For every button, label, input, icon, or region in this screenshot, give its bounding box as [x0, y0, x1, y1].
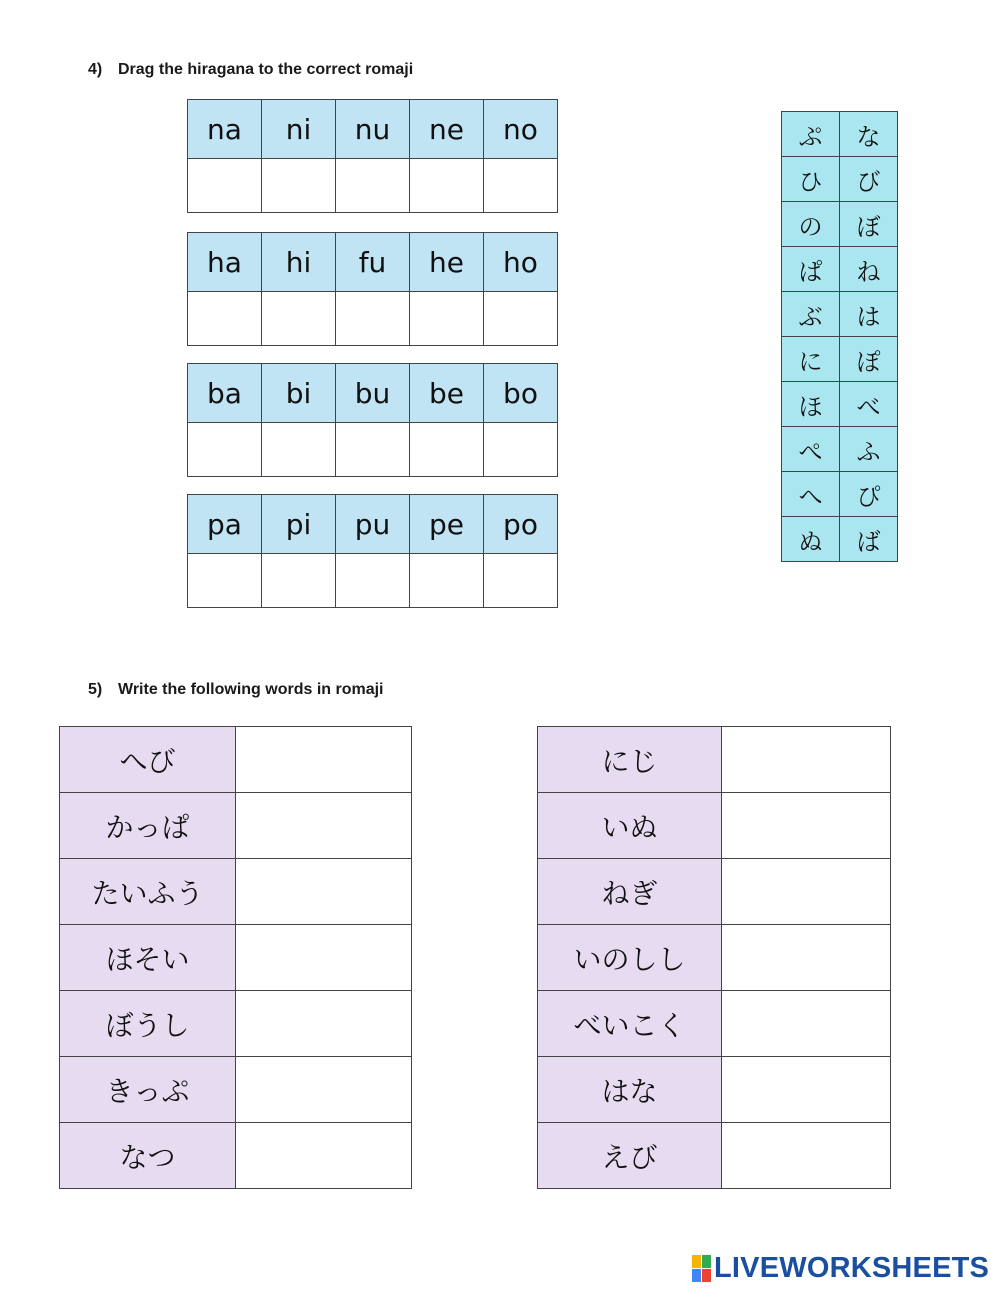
logo-square: [692, 1255, 701, 1268]
drop-slot[interactable]: [336, 554, 410, 608]
hiragana-bank: [781, 111, 898, 562]
hiragana-tile[interactable]: は: [840, 292, 898, 337]
drop-slot[interactable]: [336, 423, 410, 477]
drop-slot[interactable]: [336, 292, 410, 346]
romaji-answer-input[interactable]: [722, 925, 891, 991]
drop-slot[interactable]: [410, 292, 484, 346]
hiragana-word: たいふう: [60, 859, 236, 925]
drop-slot[interactable]: [484, 554, 558, 608]
question-4-instruction: Drag the hiragana to the correct romaji: [118, 61, 414, 78]
hiragana-word: いのしし: [538, 925, 722, 991]
romaji-table-n: [187, 99, 558, 213]
hiragana-tile[interactable]: へ: [782, 472, 840, 517]
romaji-cell: fu: [336, 233, 410, 292]
hiragana-tile[interactable]: ぶ: [782, 292, 840, 337]
question-4-number: 4): [88, 61, 103, 78]
drop-slot[interactable]: [262, 423, 336, 477]
romaji-cell: na: [188, 100, 262, 159]
romaji-cell: ne: [410, 100, 484, 159]
drop-slot[interactable]: [410, 423, 484, 477]
hiragana-tile[interactable]: ほ: [782, 382, 840, 427]
hiragana-tile[interactable]: ね: [840, 247, 898, 292]
romaji-answer-input[interactable]: [722, 991, 891, 1057]
hiragana-word: にじ: [538, 727, 722, 793]
romaji-answer-input[interactable]: [722, 1123, 891, 1189]
romaji-cell: ni: [262, 100, 336, 159]
hiragana-tile[interactable]: ぺ: [782, 427, 840, 472]
romaji-cell: no: [484, 100, 558, 159]
hiragana-tile[interactable]: ふ: [840, 427, 898, 472]
question-4-title: [88, 61, 413, 79]
drop-slot[interactable]: [262, 554, 336, 608]
hiragana-tile[interactable]: ぴ: [840, 472, 898, 517]
hiragana-word: ほそい: [60, 925, 236, 991]
word-table-left: [59, 726, 412, 1189]
romaji-answer-input[interactable]: [722, 859, 891, 925]
romaji-cell: hi: [262, 233, 336, 292]
romaji-cell: pe: [410, 495, 484, 554]
hiragana-tile[interactable]: ぷ: [782, 112, 840, 157]
drop-slot[interactable]: [188, 423, 262, 477]
hiragana-word: きっぷ: [60, 1057, 236, 1123]
logo-square: [692, 1269, 701, 1282]
hiragana-tile[interactable]: ぽ: [840, 337, 898, 382]
liveworksheets-logo[interactable]: [692, 1253, 989, 1283]
hiragana-tile[interactable]: ば: [840, 517, 898, 562]
hiragana-word: べいこく: [538, 991, 722, 1057]
hiragana-word: ぼうし: [60, 991, 236, 1057]
romaji-answer-input[interactable]: [236, 1057, 412, 1123]
hiragana-tile[interactable]: ぱ: [782, 247, 840, 292]
question-5-number: 5): [88, 681, 103, 698]
romaji-cell: pu: [336, 495, 410, 554]
romaji-cell: be: [410, 364, 484, 423]
hiragana-word: ねぎ: [538, 859, 722, 925]
romaji-cell: ho: [484, 233, 558, 292]
hiragana-tile[interactable]: べ: [840, 382, 898, 427]
drop-slot[interactable]: [484, 423, 558, 477]
romaji-cell: bi: [262, 364, 336, 423]
drop-slot[interactable]: [410, 159, 484, 213]
hiragana-tile[interactable]: ぼ: [840, 202, 898, 247]
drop-slot[interactable]: [188, 554, 262, 608]
logo-square: [702, 1255, 711, 1268]
romaji-answer-input[interactable]: [722, 727, 891, 793]
liveworksheets-logo-icon: [692, 1255, 710, 1281]
hiragana-tile[interactable]: に: [782, 337, 840, 382]
romaji-cell: bo: [484, 364, 558, 423]
romaji-cell: bu: [336, 364, 410, 423]
romaji-cell: pi: [262, 495, 336, 554]
hiragana-word: はな: [538, 1057, 722, 1123]
logo-square: [702, 1269, 711, 1282]
romaji-cell: ha: [188, 233, 262, 292]
hiragana-word: へび: [60, 727, 236, 793]
drop-slot[interactable]: [410, 554, 484, 608]
hiragana-word: かっぱ: [60, 793, 236, 859]
hiragana-tile[interactable]: の: [782, 202, 840, 247]
romaji-answer-input[interactable]: [236, 727, 412, 793]
drop-slot[interactable]: [188, 159, 262, 213]
romaji-cell: ba: [188, 364, 262, 423]
drop-slot[interactable]: [336, 159, 410, 213]
romaji-answer-input[interactable]: [236, 1123, 412, 1189]
hiragana-word: なつ: [60, 1123, 236, 1189]
romaji-cell: pa: [188, 495, 262, 554]
romaji-answer-input[interactable]: [236, 859, 412, 925]
romaji-cell: nu: [336, 100, 410, 159]
hiragana-tile[interactable]: な: [840, 112, 898, 157]
word-table-right: [537, 726, 891, 1189]
hiragana-tile[interactable]: び: [840, 157, 898, 202]
drop-slot[interactable]: [262, 159, 336, 213]
romaji-cell: po: [484, 495, 558, 554]
drop-slot[interactable]: [188, 292, 262, 346]
hiragana-word: えび: [538, 1123, 722, 1189]
drop-slot[interactable]: [484, 292, 558, 346]
romaji-table-h: [187, 232, 558, 346]
hiragana-word: いぬ: [538, 793, 722, 859]
question-5-instruction: Write the following words in romaji: [118, 681, 384, 698]
romaji-answer-input[interactable]: [236, 793, 412, 859]
romaji-answer-input[interactable]: [722, 1057, 891, 1123]
romaji-table-p: [187, 494, 558, 608]
liveworksheets-logo-text: LIVEWORKSHEETS: [714, 1252, 990, 1284]
question-5-title: [88, 681, 384, 699]
hiragana-tile[interactable]: ひ: [782, 157, 840, 202]
drop-slot[interactable]: [484, 159, 558, 213]
romaji-answer-input[interactable]: [236, 925, 412, 991]
romaji-answer-input[interactable]: [236, 991, 412, 1057]
hiragana-tile[interactable]: ぬ: [782, 517, 840, 562]
romaji-answer-input[interactable]: [722, 793, 891, 859]
drop-slot[interactable]: [262, 292, 336, 346]
romaji-cell: he: [410, 233, 484, 292]
romaji-table-b: [187, 363, 558, 477]
